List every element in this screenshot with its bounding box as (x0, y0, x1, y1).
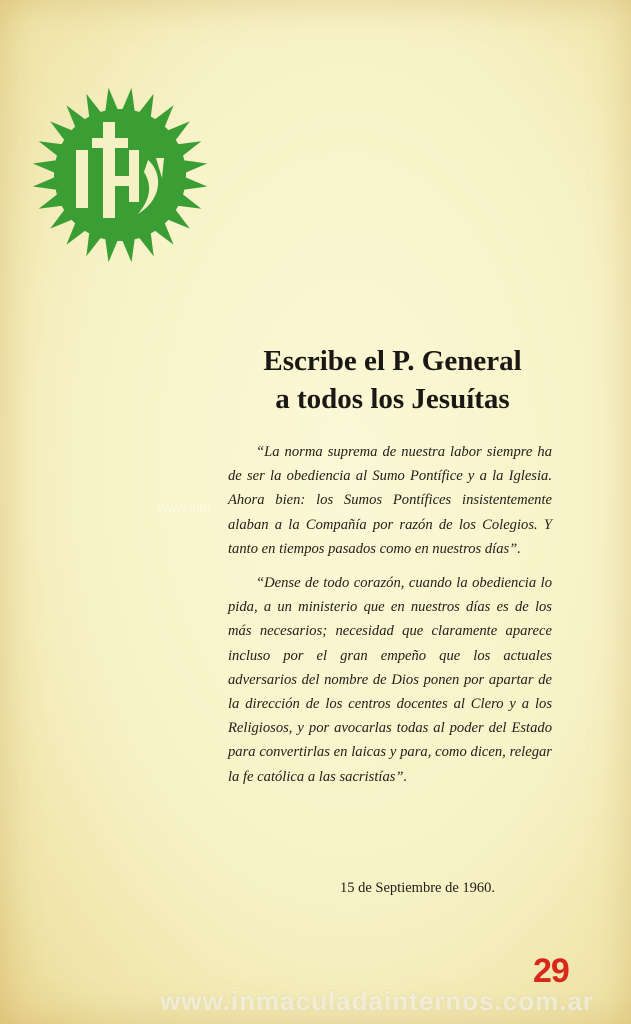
article-title (200, 342, 585, 418)
quote-body (228, 440, 552, 799)
letter-date: 15 de Septiembre de 1960. (340, 880, 496, 896)
page-number: 29 (533, 952, 569, 990)
watermark-mid: www.inm (158, 500, 211, 515)
quote-paragraph: “La norma suprema de nuestra labor siempre ha de ser la obediencia al Sumo Pontífice y a la Iglesia. Ahora bien: los Sumos Pontífices insistentemente alaban a la Compañía por razón de los Colegios. Y tanto en tiempos pasados como en nuestros días”. (228, 444, 552, 557)
title-line-1: Escribe el P. General (263, 345, 522, 377)
quote-paragraph: “Dense de todo corazón, cuando la obediencia lo pida, a un ministerio que en nuestros días es de los más necesarios; necesidad que claramente aparece incluso por el gran empeño que los actuales adversarios del nombre de Dios ponen por apartar de la dirección de los centros docentes al Clero y a los Religiosos, y por avocarlas todas al poder del Estado para convertirlas en laicas y para, como dicen, relegar la fe católica a las sacristías”. (228, 575, 552, 785)
ihs-emblem-icon (30, 80, 210, 270)
site-watermark: www.inmaculadainternos.com.ar (160, 986, 595, 1016)
title-line-2: a todos los Jesuítas (275, 383, 510, 415)
